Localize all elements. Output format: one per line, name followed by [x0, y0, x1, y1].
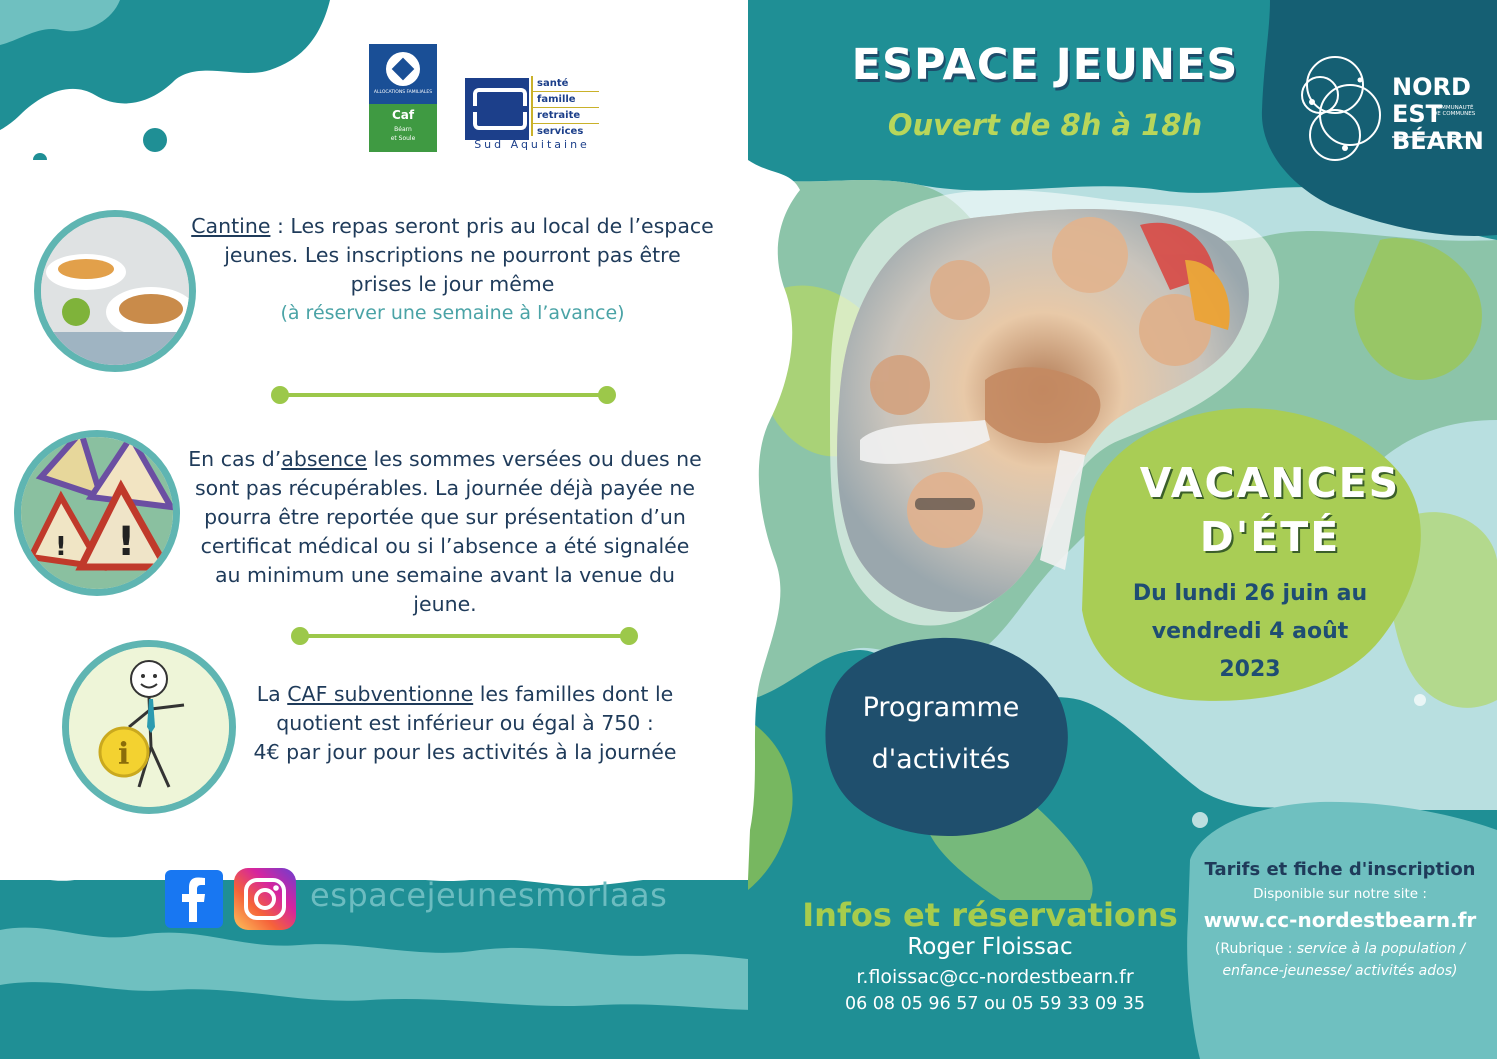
page-title: ESPACE JEUNES: [851, 40, 1239, 90]
nord-est-bearn-subtitle: COMMUNAUTÉ DE COMMUNES: [1433, 105, 1476, 117]
website-link[interactable]: www.cc-nordestbearn.fr: [1203, 908, 1477, 932]
absence-label: absence: [281, 447, 368, 471]
svg-text:!: !: [55, 532, 67, 562]
tarifs-title: Tarifs et fiche d'inscription: [1204, 859, 1476, 880]
contact-phones[interactable]: 06 08 05 96 57 ou 05 59 33 09 35: [844, 994, 1146, 1014]
absence-text: En cas d’absence les sommes versées ou dues ne sont pas récupérables. La journée déjà payée ne pourra être reportée que sur présentation d’un certificat médical ou si l’absence a été signalée au minimum une semaine avant la venue du jeune.: [188, 447, 702, 616]
cantine-note: (à réserver une semaine à l’avance): [280, 302, 625, 324]
facebook-icon[interactable]: [165, 870, 223, 928]
caf-subvention-label: CAF subventionne: [287, 682, 474, 706]
vacances-title: VACANCES D'ÉTÉ: [1139, 459, 1401, 561]
tarifs-subtitle: Disponible sur notre site :: [1253, 886, 1427, 902]
cantine-photo: [34, 210, 196, 372]
warning-signs-photo: [14, 430, 180, 596]
social-handle[interactable]: espacejeunesmorlaas: [310, 876, 668, 914]
opening-hours: Ouvert de 8h à 18h: [887, 108, 1203, 142]
contact-name: Roger Floissac: [907, 934, 1073, 960]
nord-est-bearn-logo: NORD EST BÉARN: [1392, 73, 1484, 155]
svg-text:i: i: [118, 737, 130, 772]
caf-text: La CAF subventionne les familles dont le quotient est inférieur ou égal à 750 : 4€ par jour pour les activités à la journée: [253, 682, 677, 764]
section-divider: [300, 634, 629, 638]
msa-logo: santé famille retraite services Sud Aquitaine: [463, 74, 599, 154]
svg-text:!: !: [117, 519, 136, 565]
tarifs-rubrique: (Rubrique : service à la population / enfance-jeunesse/ activités ados): [1214, 941, 1466, 979]
section-divider: [280, 393, 607, 397]
caf-logo: ALLOCATIONS FAMILIALES Caf Béarn et Soule: [369, 44, 437, 152]
info-character-illustration: [62, 640, 236, 814]
instagram-icon[interactable]: [234, 868, 296, 930]
infos-title: Infos et réservations: [802, 896, 1178, 934]
cantine-text: Cantine : Les repas seront pris au local de l’espace jeunes. Les inscriptions ne pourront pas être prises le jour même (à réserver une semaine à l’avance): [180, 212, 725, 328]
programme-badge: Programme d'activités: [862, 692, 1020, 775]
vacances-dates: Du lundi 26 juin au vendredi 4 août 2023: [1132, 581, 1368, 682]
contact-email[interactable]: r.floissac@cc-nordestbearn.fr: [856, 966, 1134, 988]
cantine-label: Cantine: [191, 214, 271, 238]
